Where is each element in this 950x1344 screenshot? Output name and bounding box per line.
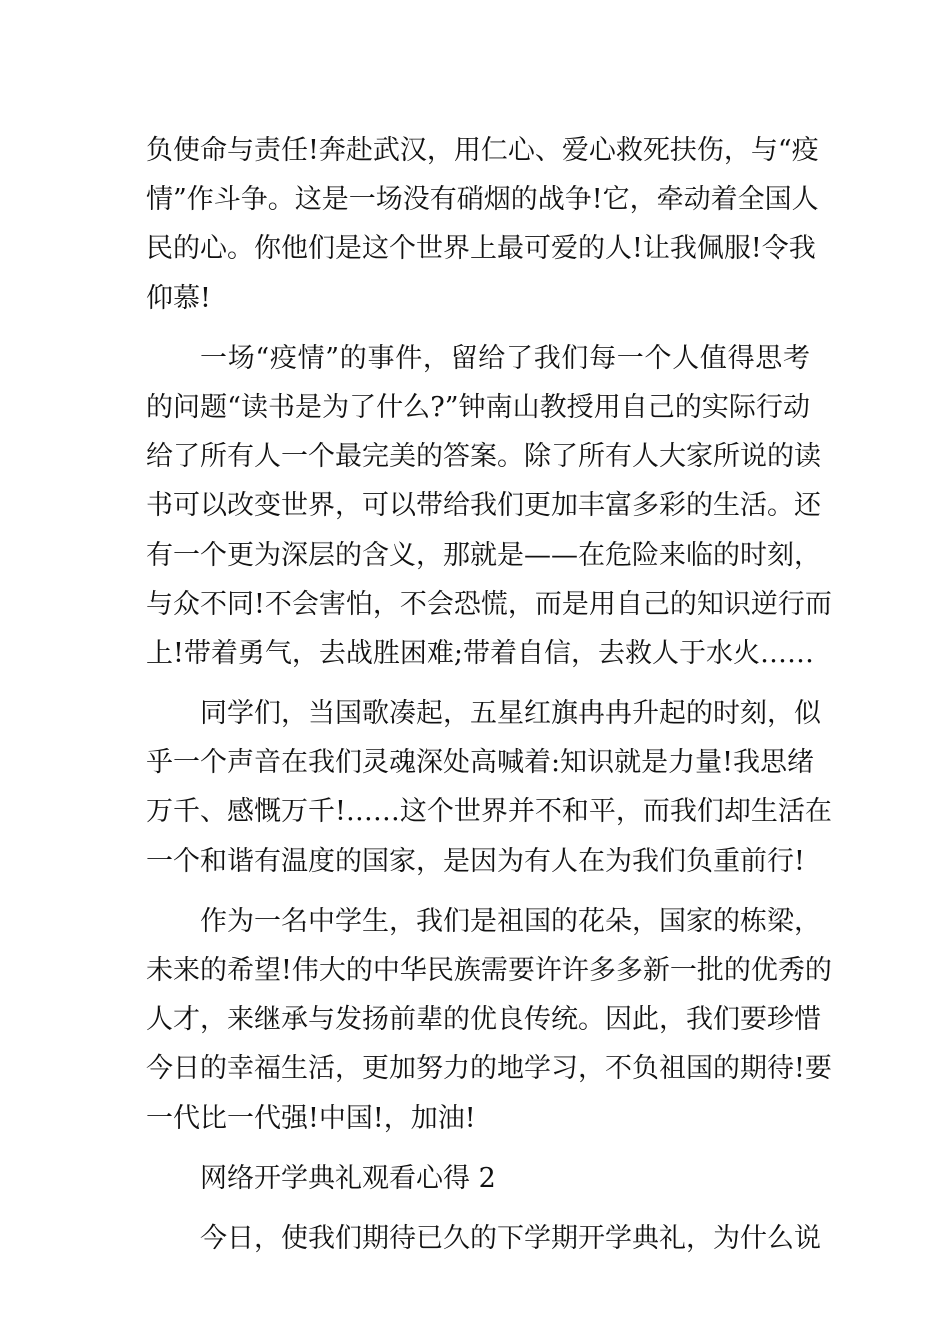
text-line: 一场“疫情”的事件，留给了我们每一个人值得思考 bbox=[200, 342, 810, 374]
text-line: 的问题“读书是为了什么?”钟南山教授用自己的实际行动 bbox=[146, 391, 810, 423]
paragraph-5 bbox=[146, 1214, 821, 1263]
paragraph-gap bbox=[146, 886, 810, 897]
paragraph-gap bbox=[146, 1143, 810, 1154]
text-line: 未来的希望!伟大的中华民族需要许许多多新一批的优秀的 bbox=[146, 955, 832, 986]
text-line: 情”作斗争。这是一场没有硝烟的战争!它，牵动着全国人 bbox=[146, 184, 819, 216]
paragraph-4 bbox=[146, 897, 832, 1143]
text-line: 人才，来继承与发扬前辈的优良传统。因此，我们要珍惜 bbox=[146, 1004, 821, 1036]
text-line: 书可以改变世界，可以带给我们更加丰富多彩的生活。还 bbox=[146, 490, 821, 522]
paragraph-1 bbox=[146, 126, 819, 323]
text-line: 今日的幸福生活，更加努力的地学习，不负祖国的期待!要 bbox=[146, 1053, 832, 1085]
paragraph-gap bbox=[146, 678, 810, 689]
text-line: 仰慕! bbox=[146, 282, 211, 314]
paragraph-gap bbox=[146, 323, 810, 334]
text-line: 万千、感慨万千!……这个世界并不和平，而我们却生活在 bbox=[146, 796, 832, 828]
text-line: 负使命与责任!奔赴武汉，用仁心、爱心救死扶伤，与“疫 bbox=[146, 135, 819, 166]
text-line: 给了所有人一个最完美的答案。除了所有人大家所说的读 bbox=[146, 441, 821, 473]
paragraph-gap bbox=[146, 1203, 810, 1214]
section-heading: 网络开学典礼观看心得 2 bbox=[200, 1162, 496, 1194]
paragraph-2 bbox=[146, 334, 832, 678]
text-line: 民的心。你他们是这个世界上最可爱的人!让我佩服!令我 bbox=[146, 233, 816, 265]
paragraph-3 bbox=[146, 689, 832, 886]
text-line: 今日，使我们期待已久的下学期开学典礼，为什么说 bbox=[200, 1222, 821, 1254]
text-line: 同学们，当国歌凑起，五星红旗冉冉升起的时刻，似 bbox=[200, 698, 821, 730]
document-body bbox=[146, 126, 832, 1263]
text-line: 作为一名中学生，我们是祖国的花朵，国家的栋梁， bbox=[200, 905, 821, 937]
text-line: 有一个更为深层的含义，那就是——在危险来临的时刻， bbox=[146, 539, 821, 571]
text-line: 乎一个声音在我们灵魂深处高喊着:知识就是力量!我思绪 bbox=[146, 747, 814, 779]
text-line: 上!带着勇气，去战胜困难;带着自信，去救人于水火…… bbox=[146, 637, 814, 669]
text-line: 与众不同!不会害怕，不会恐慌，而是用自己的知识逆行而 bbox=[146, 588, 832, 620]
text-line: 一代比一代强!中国!，加油! bbox=[146, 1102, 476, 1134]
text-line: 一个和谐有温度的国家，是因为有人在为我们负重前行! bbox=[146, 845, 805, 877]
